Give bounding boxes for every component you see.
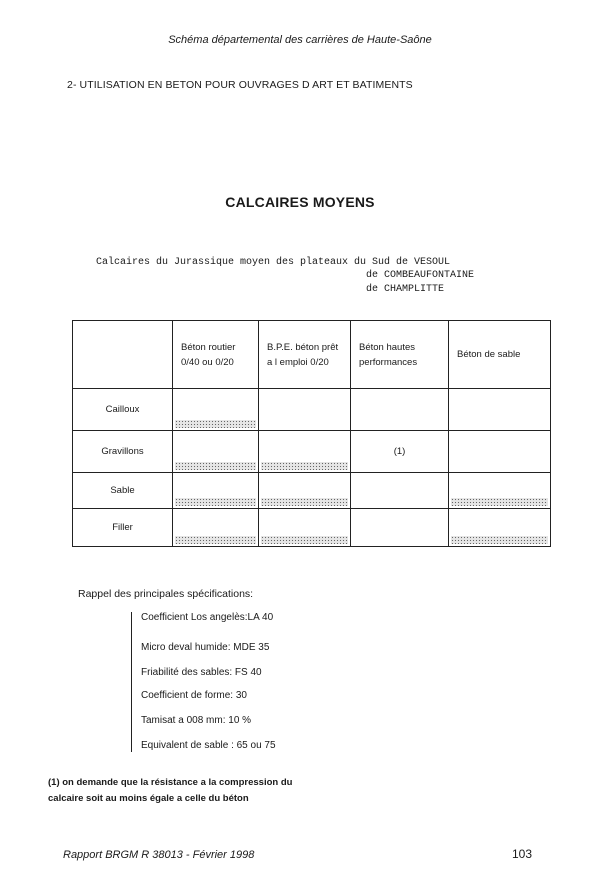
footnote-line-1: (1) on demande que la résistance a la compression du xyxy=(48,777,293,788)
table-row xyxy=(73,389,551,431)
spec-item: Coefficient de forme: 30 xyxy=(141,690,247,701)
shaded-suitability-mark xyxy=(261,462,348,470)
table-cell xyxy=(449,509,551,547)
column-header: B.P.E. béton prêt a l emploi 0/20 xyxy=(259,321,351,389)
table-cell xyxy=(449,389,551,431)
specs-title: Rappel des principales spécifications: xyxy=(78,588,254,600)
table-row xyxy=(73,473,551,509)
specs-bracket-line xyxy=(131,612,132,752)
shaded-suitability-mark xyxy=(175,536,256,544)
subtitle-line-1: Calcaires du Jurassique moyen des plateaux du Sud de VESOUL xyxy=(96,257,451,268)
table-cell xyxy=(259,431,351,473)
row-label: Filler xyxy=(73,509,173,547)
shaded-suitability-mark xyxy=(451,536,548,544)
footnote-line-2: calcaire soit au moins égale a celle du béton xyxy=(48,793,249,804)
usage-table xyxy=(72,320,551,547)
header-empty-cell xyxy=(73,321,173,389)
section-title: 2- UTILISATION EN BETON POUR OUVRAGES D ART ET BATIMENTS xyxy=(67,79,413,91)
spec-item: Coefficient Los angelès:LA 40 xyxy=(141,612,274,623)
page-title: CALCAIRES MOYENS xyxy=(225,194,375,210)
table-cell xyxy=(351,473,449,509)
table-row xyxy=(73,509,551,547)
table-cell-note: (1) xyxy=(351,431,449,473)
table-cell xyxy=(259,509,351,547)
table-header-row xyxy=(73,321,551,389)
table-cell xyxy=(173,473,259,509)
shaded-suitability-mark xyxy=(261,498,348,506)
table-cell xyxy=(259,473,351,509)
table-cell xyxy=(449,431,551,473)
shaded-suitability-mark xyxy=(175,420,256,428)
row-label: Gravillons xyxy=(73,431,173,473)
table-cell xyxy=(449,473,551,509)
spec-item: Equivalent de sable : 65 ou 75 xyxy=(141,740,276,751)
spec-item: Friabilité des sables: FS 40 xyxy=(141,667,262,678)
shaded-suitability-mark xyxy=(175,498,256,506)
footnote xyxy=(48,775,348,807)
row-label: Cailloux xyxy=(73,389,173,431)
table-cell xyxy=(259,389,351,431)
table-cell xyxy=(351,389,449,431)
table-cell xyxy=(173,509,259,547)
column-header: Béton de sable xyxy=(449,321,551,389)
page-number: 103 xyxy=(512,847,533,861)
shaded-suitability-mark xyxy=(175,462,256,470)
table-cell xyxy=(173,389,259,431)
table-row xyxy=(73,431,551,473)
spec-item: Micro deval humide: MDE 35 xyxy=(141,642,270,653)
subtitle-line-2: de COMBEAUFONTAINE xyxy=(366,270,475,281)
row-label: Sable xyxy=(73,473,173,509)
report-reference: Rapport BRGM R 38013 - Février 1998 xyxy=(63,849,255,861)
spec-item: Tamisat a 008 mm: 10 % xyxy=(141,715,252,726)
subtitle-line-3: de CHAMPLITTE xyxy=(366,284,445,295)
column-header: Béton routier 0/40 ou 0/20 xyxy=(173,321,259,389)
shaded-suitability-mark xyxy=(451,498,548,506)
shaded-suitability-mark xyxy=(261,536,348,544)
table-cell xyxy=(173,431,259,473)
running-header: Schéma départemental des carrières de Haute-Saône xyxy=(168,34,432,46)
column-header: Béton hautes performances xyxy=(351,321,449,389)
table-cell xyxy=(351,509,449,547)
